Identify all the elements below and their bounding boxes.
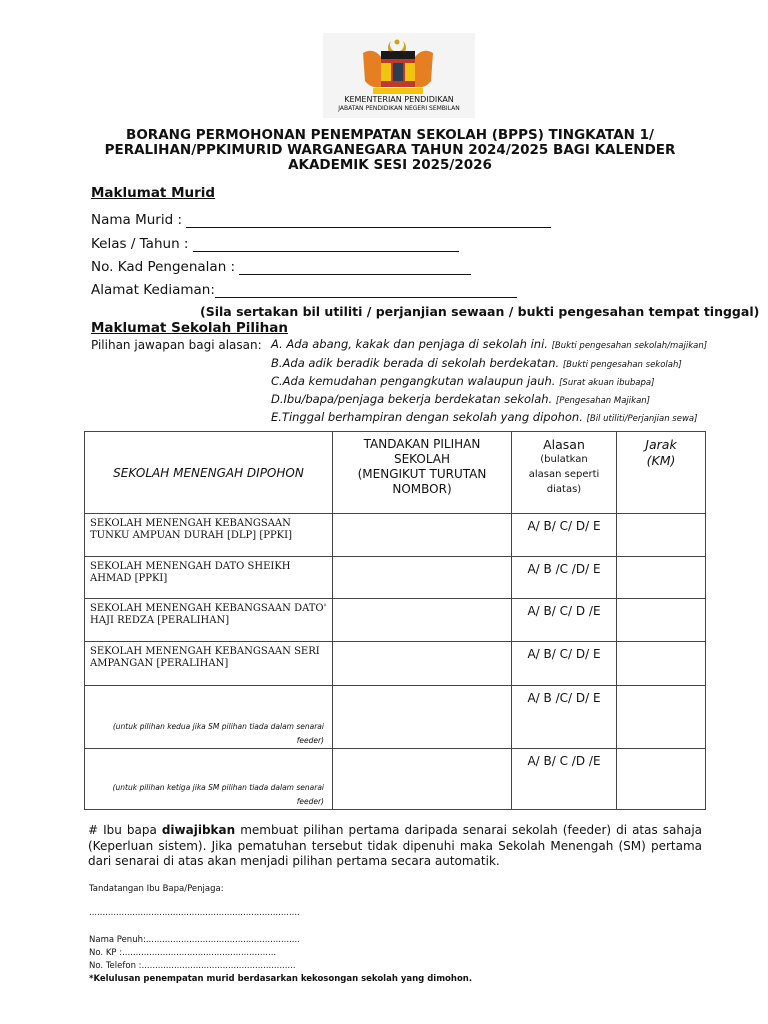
- student-name-field[interactable]: [186, 227, 551, 228]
- reason-cell[interactable]: A/ B /C/ D/ E: [512, 686, 617, 749]
- choice-cell[interactable]: [333, 514, 512, 557]
- ic-number-label: No. KP :: [89, 948, 123, 958]
- title-line-2: PERALIHAN/PPKIMURID WARGANEGARA TAHUN 2024/2025 BAGI KALENDER: [104, 142, 676, 158]
- student-class-field[interactable]: [193, 251, 459, 252]
- second-choice-note: (untuk pilihan kedua jika SM pilihan tiada dalam senarai: [112, 722, 324, 731]
- header-choice-line4: NOMBOR): [392, 482, 452, 496]
- option-a-evidence: [Bukti pengesahan sekolah/majikan]: [551, 341, 708, 351]
- header-school-label: SEKOLAH MENENGAH DIPOHON: [113, 465, 304, 480]
- header-distance-line1: Jarak: [645, 437, 677, 452]
- option-c-evidence: [Surat akuan ibubapa]: [559, 378, 655, 388]
- header-choice: [333, 432, 512, 514]
- phone-field[interactable]: .........................................................: [141, 961, 296, 971]
- reason-cell[interactable]: A/ B/ C/ D /E: [512, 599, 617, 642]
- para-emphasis: diwajibkan: [161, 823, 236, 837]
- student-address-field[interactable]: [215, 297, 517, 298]
- student-class-row: [91, 236, 459, 252]
- student-address-row: [91, 282, 517, 298]
- logo-department-text: JABATAN PENDIDIKAN NEGERI SEMBILAN: [338, 105, 460, 112]
- signature-line[interactable]: ..............................................................................: [89, 908, 300, 918]
- coat-of-arms-logo: [323, 33, 475, 118]
- option-c-text: C.Ada kemudahan pengangkutan walaupun jauh.: [271, 374, 556, 388]
- choice-cell[interactable]: [333, 642, 512, 686]
- reason-cell[interactable]: A/ B/ C/ D/ E: [512, 514, 617, 557]
- third-choice-note-feeder: feeder): [296, 797, 324, 806]
- option-b: [271, 356, 682, 370]
- option-b-evidence: [Bukti pengesahan sekolah]: [562, 360, 682, 370]
- title-line-3: AKADEMIK SESI 2025/2026: [288, 157, 492, 173]
- header-distance: [617, 432, 706, 514]
- distance-cell[interactable]: [617, 557, 706, 599]
- table-row: [85, 514, 706, 557]
- choice-cell[interactable]: [333, 599, 512, 642]
- table-row: [85, 642, 706, 686]
- form-title: [80, 128, 700, 173]
- ic-number-field[interactable]: .........................................................: [122, 948, 277, 958]
- choice-cell[interactable]: [333, 749, 512, 810]
- student-address-label: Alamat Kediaman:: [91, 282, 215, 298]
- header-reason: [512, 432, 617, 514]
- option-a-text: A. Ada abang, kakak dan penjaga di sekolah ini.: [271, 337, 548, 351]
- school-choice-table: [84, 431, 706, 810]
- school-section-title: Maklumat Sekolah Pilihan: [91, 320, 289, 336]
- para-prefix: # Ibu bapa: [88, 823, 162, 837]
- header-choice-line2: SEKOLAH: [393, 452, 451, 466]
- fullname-row: [89, 935, 300, 945]
- student-ic-row: [91, 259, 471, 275]
- student-name-label: Nama Murid :: [91, 212, 182, 228]
- signature-label: Tandatangan Ibu Bapa/Penjaga:: [89, 884, 224, 894]
- student-section-title: Maklumat Murid: [91, 185, 216, 201]
- student-ic-field[interactable]: [239, 274, 471, 275]
- fullname-field[interactable]: .........................................................: [145, 935, 300, 945]
- option-a: [271, 337, 707, 351]
- distance-cell[interactable]: [617, 749, 706, 810]
- school-name-cell: SEKOLAH MENENGAH KEBANGSAAN DATO' HAJI REDZA [PERALIHAN]: [85, 599, 333, 642]
- choice-cell[interactable]: [333, 686, 512, 749]
- option-b-text: B.Ada adik beradik berada di sekolah berdekatan.: [271, 356, 560, 370]
- school-name-cell: SEKOLAH MENENGAH KEBANGSAAN SERI AMPANGAN [PERALIHAN]: [85, 642, 333, 686]
- header-reason-line1: (bulatkan: [540, 454, 588, 465]
- header-choice-line3: (MENGIKUT TURUTAN: [357, 467, 487, 481]
- option-e-evidence: [Bil utiliti/Perjanjian sewa]: [586, 414, 698, 424]
- attachment-note: (Sila sertakan bil utiliti / perjanjian sewaan / bukti pengesahan tempat tinggal): [200, 304, 760, 319]
- phone-label: No. Telefon :: [89, 961, 142, 971]
- fullname-label: Nama Penuh:: [89, 935, 146, 945]
- distance-cell[interactable]: [617, 514, 706, 557]
- student-name-row: [91, 212, 551, 228]
- distance-cell[interactable]: [617, 686, 706, 749]
- school-name-cell: SEKOLAH MENENGAH DATO SHEIKH AHMAD [PPKI]: [85, 557, 333, 599]
- para-body: membuat pilihan pertama daripada senarai sekolah (feeder) di atas sahaja (Keperluan sistem). Jika pematuhan tersebut tidak dipenuhi maka Sekolah Menengah (SM) pertama dari senarai di atas akan menjadi pilihan pertama secara automatik.: [88, 823, 703, 868]
- table-row: [85, 557, 706, 599]
- table-row: [85, 599, 706, 642]
- table-row: [85, 749, 706, 810]
- option-c: [271, 374, 654, 388]
- reason-cell[interactable]: A/ B/ C /D /E: [512, 749, 617, 810]
- reason-cell[interactable]: A/ B/ C/ D/ E: [512, 642, 617, 686]
- logo-ministry-text: KEMENTERIAN PENDIDIKAN: [344, 95, 454, 104]
- school-name-cell: SEKOLAH MENENGAH KEBANGSAAN TUNKU AMPUAN DURAH [DLP] [PPKI]: [85, 514, 333, 557]
- choice-cell[interactable]: [333, 557, 512, 599]
- header-reason-line2: alasan seperti: [528, 469, 600, 480]
- reason-cell[interactable]: A/ B /C /D/ E: [512, 557, 617, 599]
- option-d: [271, 392, 650, 406]
- header-school: [85, 432, 333, 514]
- distance-cell[interactable]: [617, 599, 706, 642]
- option-d-evidence: [Pengesahan Majikan]: [555, 396, 650, 406]
- school-name-cell[interactable]: [85, 686, 333, 749]
- student-ic-label: No. Kad Pengenalan :: [91, 259, 236, 275]
- title-line-1: BORANG PERMOHONAN PENEMPATAN SEKOLAH (BPPS) TINGKATAN 1/: [126, 127, 654, 143]
- phone-row: [89, 961, 296, 971]
- third-choice-note: (untuk pilihan ketiga jika SM pilihan tiada dalam senarai: [112, 783, 324, 792]
- option-d-text: D.Ibu/bapa/penjaga bekerja berdekatan sekolah.: [271, 392, 553, 406]
- choices-label: Pilihan jawapan bagi alasan:: [91, 338, 262, 352]
- header-distance-line2: (KM): [646, 453, 676, 468]
- ic-number-row: [89, 948, 276, 958]
- header-reason-title: Alasan: [543, 437, 585, 452]
- student-class-label: Kelas / Tahun :: [91, 236, 189, 252]
- instruction-paragraph: [88, 823, 702, 870]
- second-choice-note-feeder: feeder): [296, 736, 324, 745]
- approval-disclaimer: *Kelulusan penempatan murid berdasarkan kekosongan sekolah yang dimohon.: [89, 974, 473, 984]
- header-choice-line1: TANDAKAN PILIHAN: [363, 437, 481, 451]
- distance-cell[interactable]: [617, 642, 706, 686]
- table-row: [85, 686, 706, 749]
- option-e-text: E.Tinggal berhampiran dengan sekolah yang dipohon.: [271, 410, 583, 424]
- option-e: [271, 410, 697, 424]
- header-reason-line3: diatas): [546, 484, 582, 495]
- school-name-cell[interactable]: [85, 749, 333, 810]
